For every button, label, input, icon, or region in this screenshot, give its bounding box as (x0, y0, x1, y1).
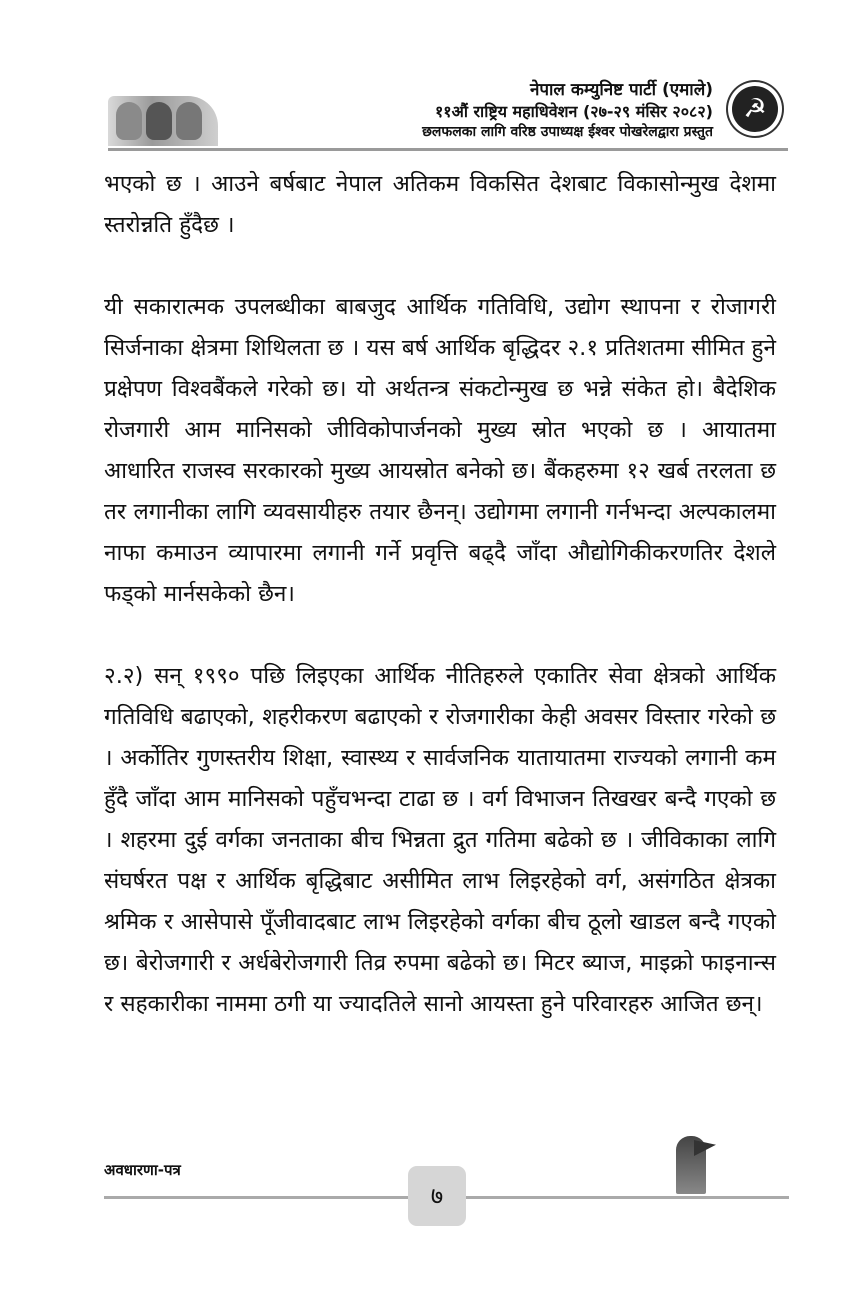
paragraph: भएको छ । आउने बर्षबाट नेपाल अतिकम विकसित देशबाट विकासोन्मुख देशमा स्तरोन्नति हुँदैछ । (104, 171, 776, 238)
header-text-block (422, 80, 713, 143)
page-header (0, 0, 863, 160)
leader-portrait (176, 102, 202, 140)
party-name: नेपाल कम्युनिष्ट पार्टी (एमाले) (529, 80, 713, 100)
paragraph: २.२) सन् १९९० पछि लिइएका आर्थिक नीतिहरुले एकातिर सेवा क्षेत्रको आर्थिक गतिविधि बढाएको, शहरीकरण बढाएको र रोजगारीका केही अवसर विस्तार गरेको छ । अर्कोतिर गुणस्तरीय शिक्षा, स्वास्थ्य र सार्वजनिक यातायातमा राज्यको लगानी कम हुँदै जाँदा आम मानिसको पहुँचभन्दा टाढा छ । वर्ग विभाजन तिखखर बन्दै गएको छ । शहरमा दुई वर्गका जनताका बीच भिन्नता द्रुत गतिमा बढेको छ । जीविकाका लागि संघर्षरत पक्ष र आर्थिक बृद्धिबाट असीमित लाभ लिइरहेको वर्ग, असंगठित क्षेत्रका श्रमिक र आसेपासे पूँजीवादबाट लाभ लिइरहेको वर्गका बीच ठूलो खाडल बन्दै गएको छ। बेरोजगारी र अर्धबेरोजगारी तिव्र रुपमा बढेको छ। मिटर ब्याज, माइक्रो फाइनान्स र सहकारीका नाममा ठगी या ज्यादतिले सानो आयस्ता हुने परिवारहरु आजित छन्। (104, 663, 776, 1017)
convention-title: ११औं राष्ट्रिय महाधिवेशन (२७-२९ मंसिर २०८२) (434, 102, 713, 121)
page-number: ७ (408, 1166, 466, 1226)
leader-portrait (116, 102, 142, 140)
convention-logo-icon (676, 1136, 790, 1196)
document-body (104, 164, 776, 1066)
party-emblem-icon: ☭ (732, 86, 778, 132)
header-divider (108, 148, 788, 151)
presenter-line: छलफलका लागि वरिष्ठ उपाध्यक्ष ईश्वर पोखरेलद्वारा प्रस्तुत (422, 124, 713, 140)
paragraph: यी सकारात्मक उपलब्धीका बाबजुद आर्थिक गतिविधि, उद्योग स्थापना र रोजागरी सिर्जनाका क्षेत्रमा शिथिलता छ । यस बर्ष आर्थिक बृद्धिदर २.१ प्रतिशतमा सीमित हुने प्रक्षेपण विश्वबैंकले गरेको छ। यो अर्थतन्त्र संकटोन्मुख छ भन्ने संकेत हो। बैदेशिक रोजगारी आम मानिसको जीविकोपार्जनको मुख्य स्रोत भएको छ । आयातमा आधारित राजस्व सरकारको मुख्य आयस्रोत बनेको छ। बैंकहरुमा १२ खर्ब तरलता छ तर लगानीका लागि व्यवसायीहरु तयार छैनन्। उद्योगमा लगानी गर्नभन्दा अल्पकालमा नाफा कमाउन व्यापारमा लगानी गर्ने प्रवृत्ति बढ्दै जाँदा औद्योगिकीकरणतिर देशले फड्को मार्नसकेको छैन। (104, 294, 776, 607)
leaders-portrait-banner (108, 96, 218, 146)
document-label: अवधारणा-पत्र (104, 1161, 181, 1179)
leader-portrait (146, 102, 172, 140)
